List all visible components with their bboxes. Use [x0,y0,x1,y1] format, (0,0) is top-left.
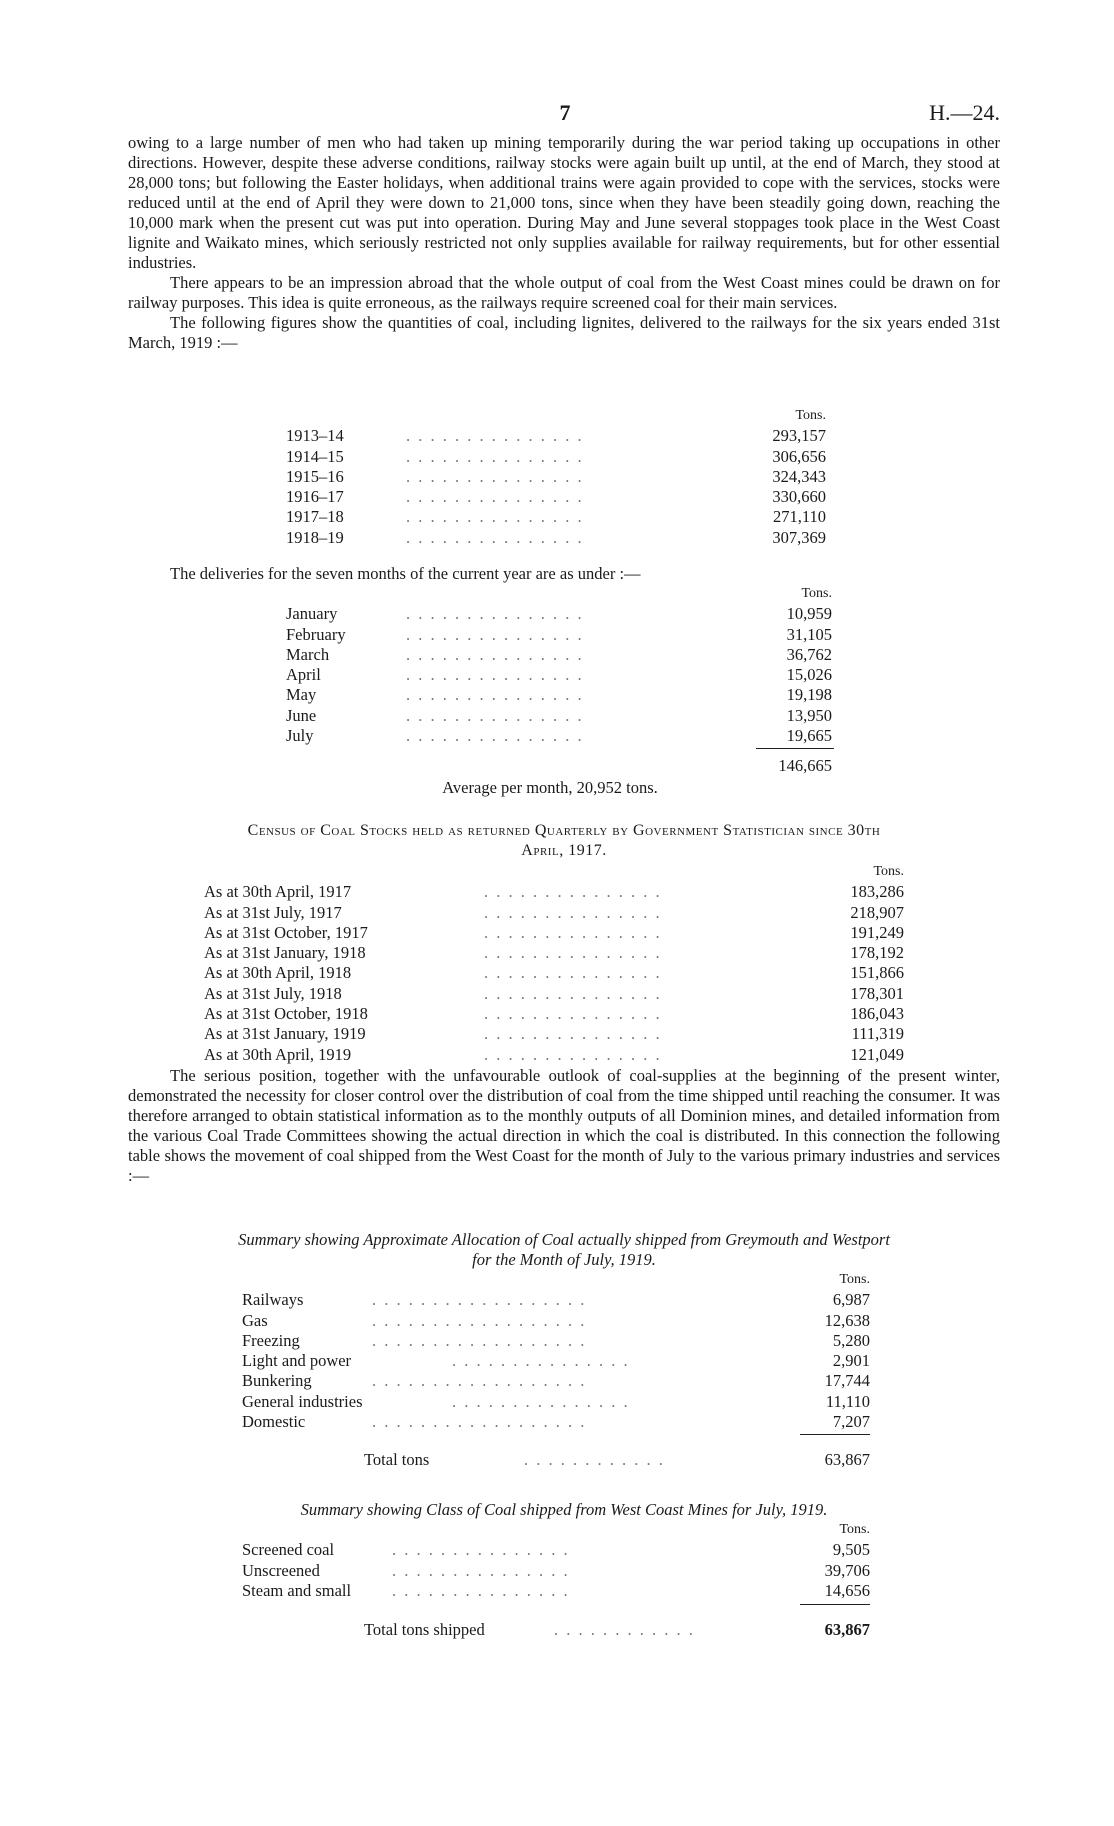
table-row: Gas . . . . . . . . . . . . . . . . . . 12,638 [242,1310,870,1330]
table-row: As at 31st January, 1919 . . . . . . . . . . . . . . . 111,319 [204,1024,904,1044]
page-number: 7 [559,100,571,125]
table-row: Steam and small . . . . . . . . . . . . . . . 14,656 [242,1580,870,1600]
table-row: 1913–14 . . . . . . . . . . . . . . . 293,157 [286,426,826,446]
census-table [204,862,904,1065]
table-row: Domestic . . . . . . . . . . . . . . . . . . 7,207 [242,1412,870,1432]
table-row: Screened coal . . . . . . . . . . . . . . . 9,505 [242,1540,870,1560]
table-row: Railways . . . . . . . . . . . . . . . . . . 6,987 [242,1290,870,1310]
table-row: As at 30th April, 1917 . . . . . . . . . . . . . . . 183,286 [204,882,904,902]
total-rule [756,748,834,749]
summary-allocation-title: Summary showing Approximate Allocation of Coal actually shipped from Greymouth and Westport [238,1230,890,1249]
railway-deliveries-table [286,406,826,548]
census-title-2: April, 1917. [521,842,607,859]
table-row: As at 30th April, 1918 . . . . . . . . . . . . . . . 151,866 [204,963,904,983]
paragraph-2: There appears to be an impression abroad that the whole output of coal from the West Coast mines could be drawn on for railway purposes. This idea is quite erroneous, as the railways require screened coal for their main services. [128,273,1000,312]
table-row: February . . . . . . . . . . . . . . . 31,105 [286,624,832,644]
paragraph-3: The following figures show the quantities of coal, including lignites, delivered to the railways for the six years ended 31st March, 1919 :— [128,313,1000,352]
table-row: January . . . . . . . . . . . . . . . 10,959 [286,604,832,624]
total-rule [800,1434,870,1435]
table-row: As at 31st July, 1918 . . . . . . . . . . . . . . . 178,301 [204,983,904,1003]
monthly-total: 146,665 [778,756,832,775]
table-row: As at 31st October, 1917 . . . . . . . . . . . . . . . 191,249 [204,922,904,942]
table-row: Light and power . . . . . . . . . . . . . . . 2,901 [242,1351,870,1371]
intro-monthly: The deliveries for the seven months of the current year are as under :— [170,564,641,583]
table-row: Unscreened . . . . . . . . . . . . . . . 39,706 [242,1560,870,1580]
intro-text [128,133,1000,353]
summary-allocation-title-2: for the Month of July, 1919. [472,1250,656,1269]
table-row: Bunkering . . . . . . . . . . . . . . . . . . 17,744 [242,1371,870,1391]
table-row: As at 31st January, 1918 . . . . . . . . . . . . . . . 178,192 [204,943,904,963]
monthly-average: Average per month, 20,952 tons. [442,778,658,797]
class-table [242,1520,870,1601]
table-row: As at 30th April, 1919 . . . . . . . . . . . . . . . 121,049 [204,1044,904,1064]
distribution-text [128,1066,1000,1186]
census-title: Census of Coal Stocks held as returned Quarterly by Government Statistician since 30th [247,822,881,839]
allocation-total: Total tons . . . . . . . . . . . . 63,867 [364,1450,870,1469]
table-row: July . . . . . . . . . . . . . . . 19,665 [286,726,832,746]
class-total: Total tons shipped . . . . . . . . . . . . 63,867 [364,1620,870,1639]
document-reference: H.—24. [929,100,1000,125]
table-row: Freezing . . . . . . . . . . . . . . . . . . 5,280 [242,1330,870,1350]
summary-class-title: Summary showing Class of Coal shipped from West Coast Mines for July, 1919. [300,1500,828,1519]
table-row: 1915–16 . . . . . . . . . . . . . . . 324,343 [286,466,826,486]
monthly-deliveries-table [286,584,832,746]
table-row: April . . . . . . . . . . . . . . . 15,026 [286,665,832,685]
unit-label: Tons. [839,1522,870,1537]
table-row: As at 31st July, 1917 . . . . . . . . . . . . . . . 218,907 [204,902,904,922]
table-row: March . . . . . . . . . . . . . . . 36,762 [286,644,832,664]
unit-label: Tons. [873,864,904,879]
paragraph-4: The serious position, together with the unfavourable outlook of coal-supplies at the beginning of the present winter, demonstrated the necessity for closer control over the distribution of coal from the time shipped until reaching the consumer. It was therefore arranged to obtain statistical information as to the monthly outputs of all Dominion mines, and detailed information from the various Coal Trade Committees showing the actual direction in which the coal is distributed. In this connection the following table shows the movement of coal shipped from the West Coast for the month of July to the various primary industries and services :— [128,1066,1000,1185]
table-row: 1918–19 . . . . . . . . . . . . . . . 307,369 [286,527,826,547]
table-row: General industries . . . . . . . . . . . . . . . 11,110 [242,1391,870,1411]
unit-label: Tons. [795,408,826,423]
table-row: 1916–17 . . . . . . . . . . . . . . . 330,660 [286,487,826,507]
table-row: 1914–15 . . . . . . . . . . . . . . . 306,656 [286,446,826,466]
total-rule [800,1604,870,1605]
unit-label: Tons. [801,586,832,601]
table-row: June . . . . . . . . . . . . . . . 13,950 [286,705,832,725]
paragraph-1: owing to a large number of men who had taken up mining temporarily during the war period taking up occupations in other directions. However, despite these adverse conditions, railway stocks were again built up until, at the end of March, they stood at 28,000 tons; but following the Easter holidays, when additional trains were again provided to cope with the services, stocks were reduced until at the end of April they were down to 21,000 tons, since when they have been steadily going down, reaching the 10,000 mark when the present cut was put into operation. During May and June several stoppages took place in the West Coast lignite and Waikato mines, which seriously restricted not only supplies available for railway requirements, but for other essential industries. [128,133,1000,272]
table-row: As at 31st October, 1918 . . . . . . . . . . . . . . . 186,043 [204,1004,904,1024]
allocation-table [242,1270,870,1432]
table-row: 1917–18 . . . . . . . . . . . . . . . 271,110 [286,507,826,527]
table-row: May . . . . . . . . . . . . . . . 19,198 [286,685,832,705]
unit-label: Tons. [839,1272,870,1287]
